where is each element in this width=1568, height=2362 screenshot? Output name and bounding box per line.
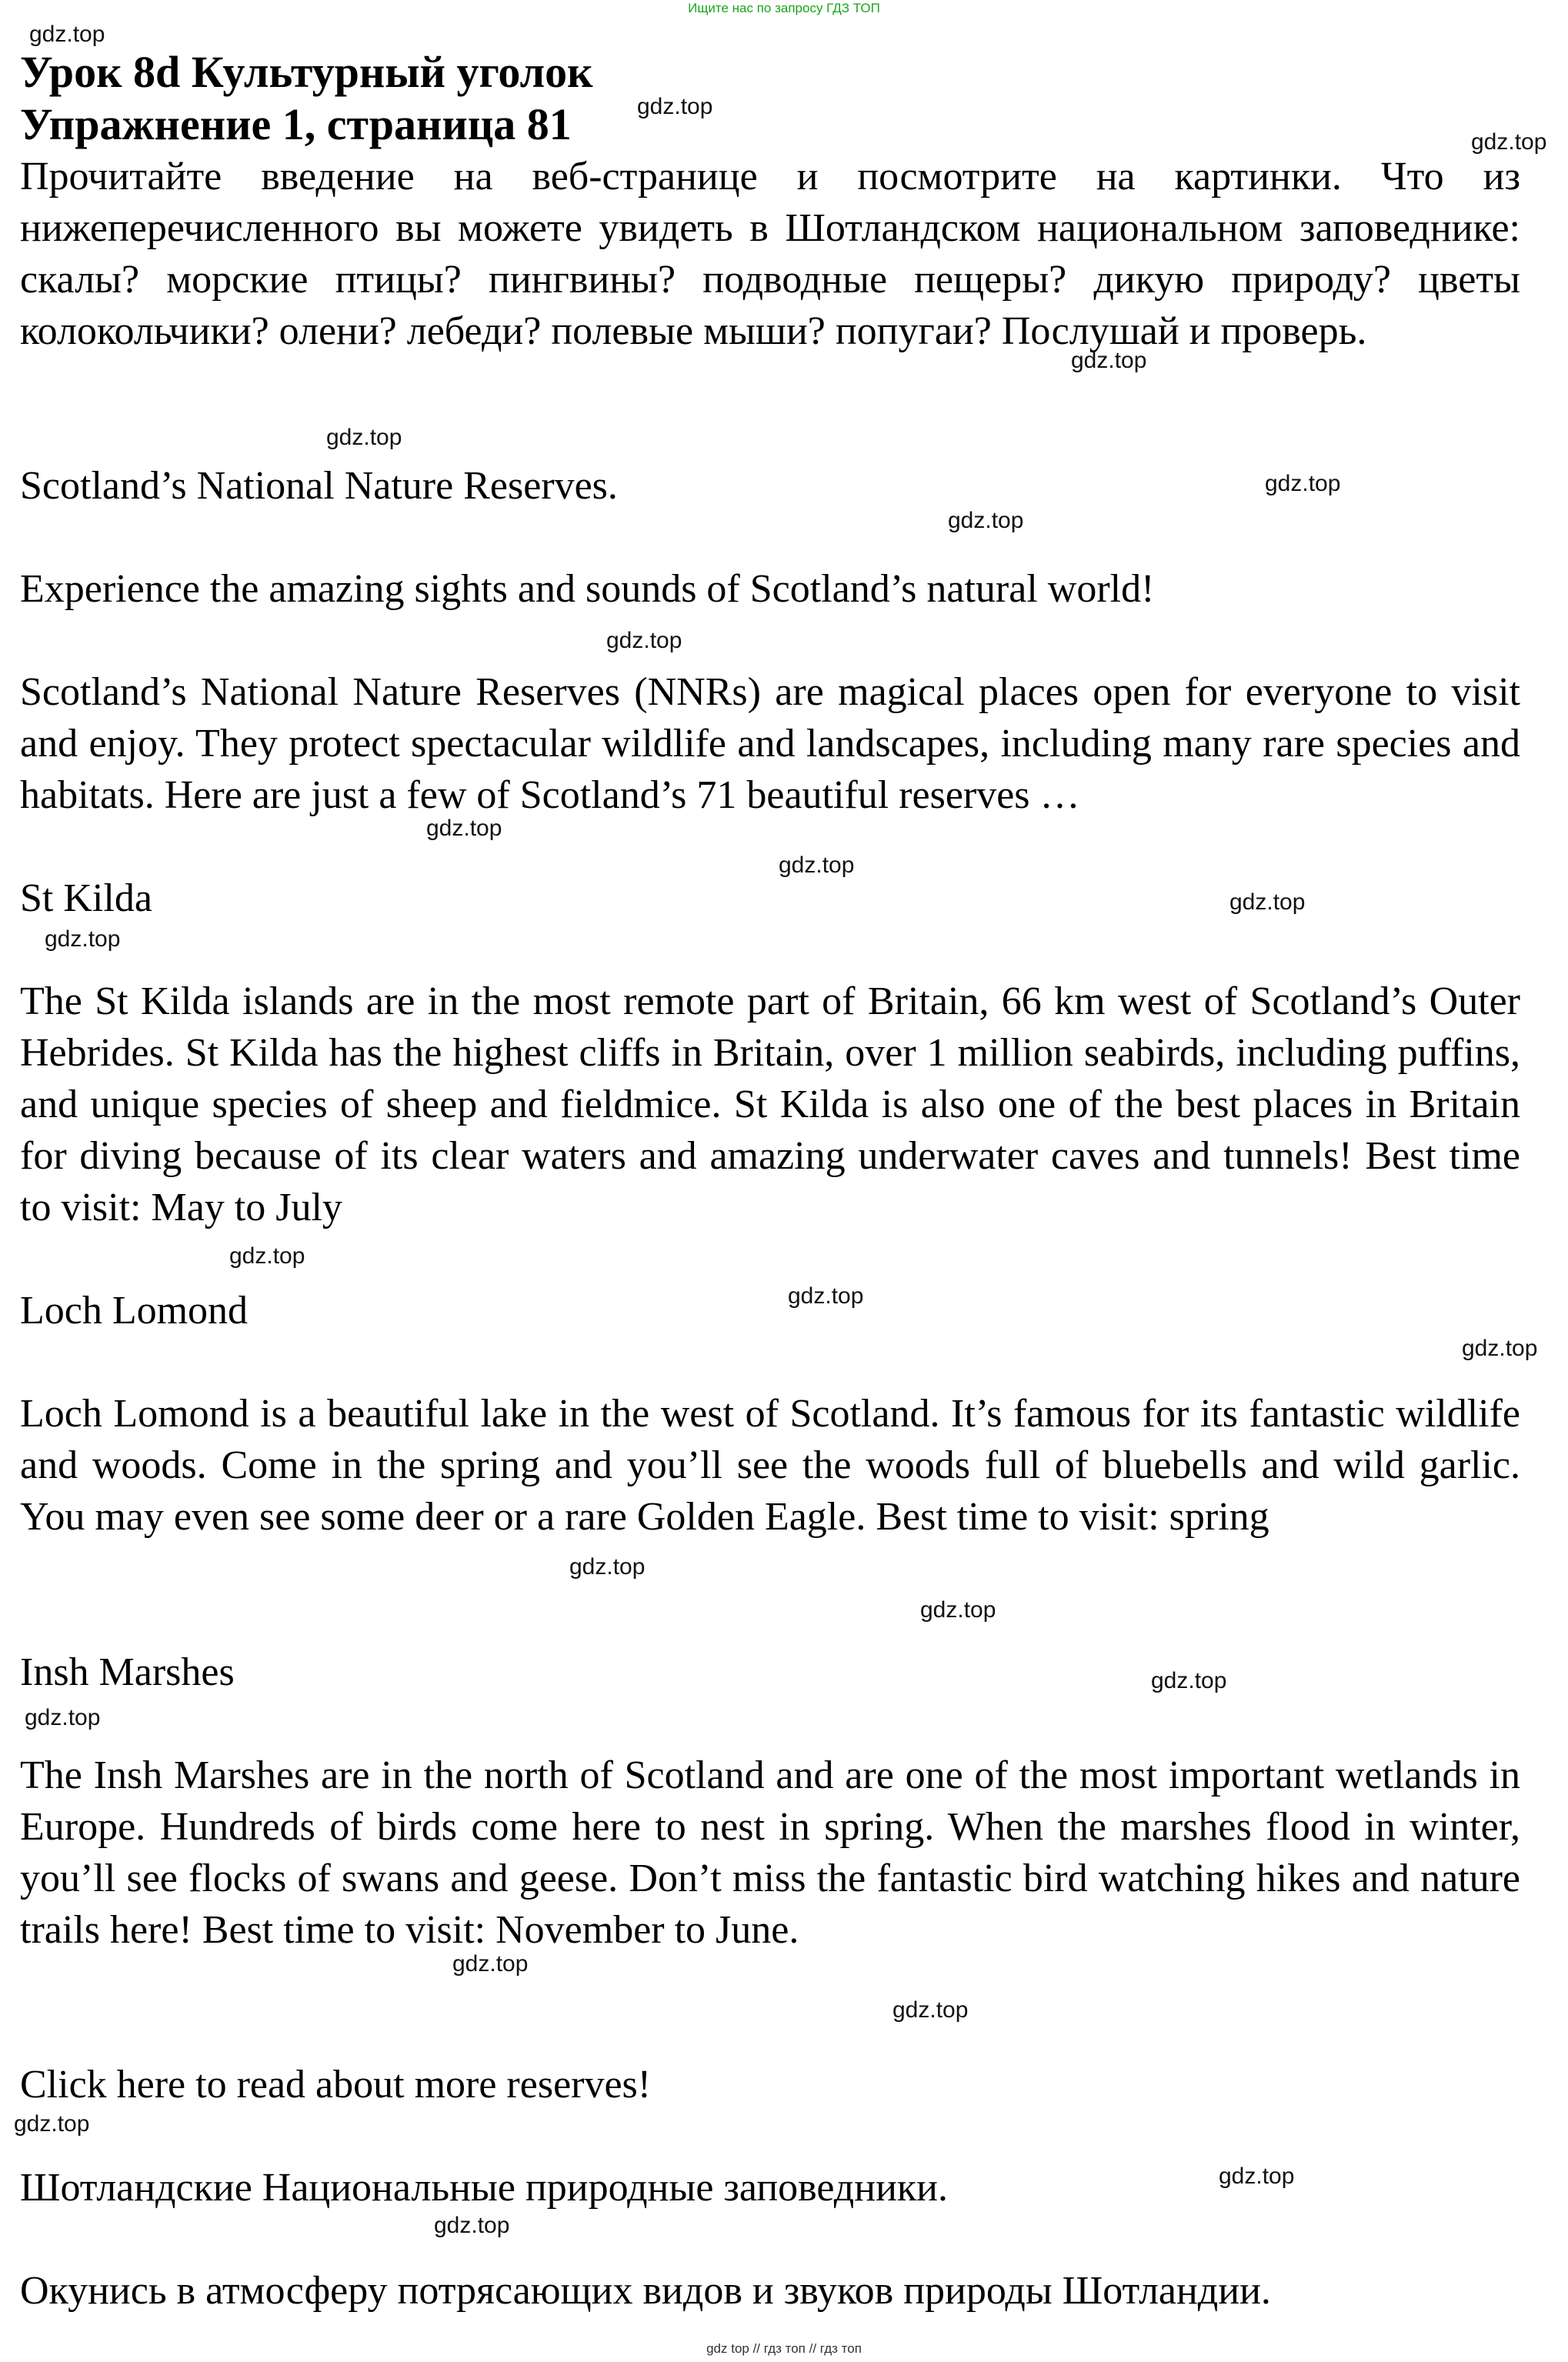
watermark: gdz.top	[452, 1951, 529, 1977]
watermark: gdz.top	[25, 1705, 101, 1730]
lesson-title: Урок 8d Культурный уголок	[20, 47, 593, 97]
watermark: gdz.top	[788, 1283, 864, 1309]
watermark: gdz.top	[29, 22, 105, 47]
section-text-loch-lomond: Loch Lomond is a beautiful lake in the west of Scotland. It’s famous for its fantastic wildlife and woods. Come in the spring and you’ll see the woods full of bluebells and wild garlic. You may even see some deer or a rare Golden Eagle. Best time to visit: spring	[20, 1392, 1520, 1539]
watermark: gdz.top	[326, 425, 402, 450]
watermark: gdz.top	[229, 1243, 305, 1269]
watermark: gdz.top	[1151, 1668, 1227, 1693]
watermark: gdz.top	[637, 94, 713, 119]
watermark: gdz.top	[14, 2111, 90, 2137]
watermark: gdz.top	[1462, 1336, 1538, 1361]
task-text: Прочитайте введение на веб-странице и посмотрите на картинки. Что из нижеперечисленного вы можете увидеть в Шотландском национальном заповеднике: скалы? морские птицы? пингвины? подводные пещеры? дикую природу? цветы колокольчики? олени? лебеди? полевые мыши? попугаи? Послушай и проверь.	[20, 155, 1520, 353]
translation-subtitle: Окунись в атмосферу потрясающих видов и звуков природы Шотландии.	[20, 2269, 1271, 2313]
article-intro: Scotland’s National Nature Reserves (NNRs) are magical places open for everyone to visit and enjoy. They protect spectacular wildlife and landscapes, including many rare species and habitats. Here are just a few of Scotland’s 71 beautiful reserves …	[20, 670, 1520, 817]
section-heading-st-kilda: St Kilda	[20, 876, 152, 920]
watermark: gdz.top	[892, 1997, 969, 2023]
article-title: Scotland’s National Nature Reserves.	[20, 464, 618, 508]
watermark: gdz.top	[1265, 471, 1341, 496]
watermark: gdz.top	[779, 852, 855, 878]
watermark: gdz.top	[1471, 129, 1547, 155]
watermark: gdz.top	[1071, 348, 1147, 373]
watermark: gdz.top	[569, 1554, 646, 1580]
watermark: gdz.top	[606, 628, 682, 653]
section-text-st-kilda: The St Kilda islands are in the most remote part of Britain, 66 km west of Scotland’s Outer Hebrides. St Kilda has the highest cliffs in Britain, over 1 million seabirds, including puffins, and unique species of sheep and fieldmice. St Kilda is also one of the best places in Britain for diving because of its clear waters and amazing underwater caves and tunnels! Best time to visit: May to July	[20, 979, 1520, 1229]
more-reserves-link[interactable]: Click here to read about more reserves!	[20, 2063, 652, 2107]
top-search-note: Ищите нас по запросу ГДЗ ТОП	[688, 1, 880, 15]
footer-note: gdz top // гдз топ // гдз топ	[706, 2341, 862, 2356]
translation-title: Шотландские Национальные природные заповедники.	[20, 2166, 949, 2210]
section-heading-loch-lomond: Loch Lomond	[20, 1289, 249, 1333]
article-subtitle: Experience the amazing sights and sounds of Scotland’s natural world!	[20, 567, 1155, 611]
watermark: gdz.top	[920, 1597, 996, 1623]
watermark: gdz.top	[426, 816, 502, 841]
watermark: gdz.top	[45, 926, 121, 952]
exercise-title: Упражнение 1, страница 81	[20, 99, 572, 149]
watermark: gdz.top	[948, 508, 1024, 533]
section-heading-insh-marshes: Insh Marshes	[20, 1650, 235, 1694]
section-text-insh-marshes: The Insh Marshes are in the north of Scotland and are one of the most important wetlands in Europe. Hundreds of birds come here to nest in spring. When the marshes flood in winter, you’ll see flocks of swans and geese. Don’t miss the fantastic bird watching hikes and nature trails here! Best time to visit: November to June.	[20, 1753, 1520, 1952]
watermark: gdz.top	[1219, 2163, 1295, 2189]
watermark: gdz.top	[1229, 889, 1306, 915]
watermark: gdz.top	[434, 2213, 510, 2238]
